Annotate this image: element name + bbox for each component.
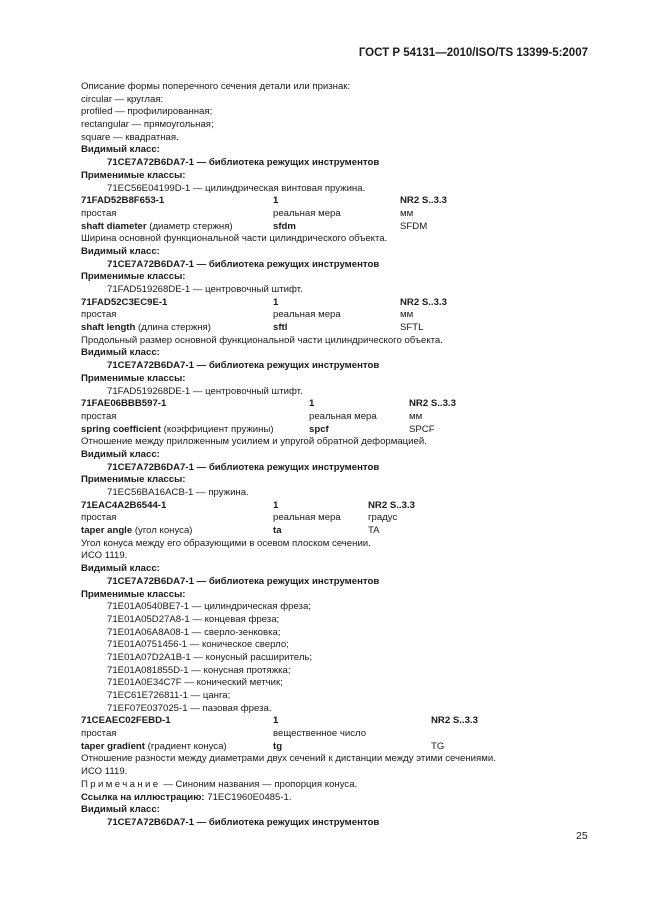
property-format: NR2 S..3.3: [409, 398, 456, 410]
applicable-class-item: 71EC56E04199D-1 — цилиндрическая винтовая пружина.: [107, 182, 366, 194]
property-format: NR2 S..3.3: [431, 715, 478, 727]
visible-class-value: 71CE7A72B6DA7-1 — библиотека режущих инструментов: [107, 157, 380, 169]
property-unit: градус: [368, 512, 398, 524]
property-short-name: spcf: [309, 423, 329, 435]
property-name-en: spring coefficient: [81, 423, 161, 435]
visible-class-value: 71CE7A72B6DA7-1 — библиотека режущих инструментов: [107, 461, 380, 473]
property-description: Отношение между приложенным усилием и упругой обратной деформацией.: [81, 436, 427, 448]
property-version: 1: [309, 398, 315, 410]
property-unit: мм: [400, 309, 414, 321]
property-kind: простая: [81, 309, 117, 321]
applicable-class-item: 71FAD519268DE-1 — центровочный штифт.: [107, 385, 303, 397]
property-name: [81, 221, 233, 234]
property-code: 71EAC4A2B6544-1: [81, 499, 167, 511]
visible-class-label: Видимый класс:: [81, 448, 160, 460]
property-type-row: [81, 512, 591, 525]
property-unit: мм: [409, 410, 423, 422]
property-format: NR2 S..3.3: [400, 195, 447, 207]
visible-class-label: Видимый класс:: [81, 144, 160, 156]
property-description: ИСО 1119.: [81, 550, 128, 562]
property-kind: простая: [81, 512, 117, 524]
property-name-ru: (коэффициент пружины): [160, 423, 274, 435]
applicable-class-item: 71E01A0E34C7F — конический метчик;: [107, 677, 283, 689]
visible-class-label: Видимый класс:: [81, 804, 160, 816]
property-name: [81, 322, 211, 335]
illustration-value: 71EC1960E0485-1.: [204, 791, 292, 803]
property-name-row: [81, 525, 591, 538]
visible-class-value: 71CE7A72B6DA7-1 — библиотека режущих инструментов: [107, 360, 380, 372]
property-version: 1: [273, 499, 279, 511]
applicable-class-item: 71EF07E037025-1 — пазовая фреза.: [107, 702, 272, 714]
property-name-row: [81, 741, 591, 754]
property-name: [81, 525, 192, 538]
intro-line: Описание формы поперечного сечения детали или признак:: [81, 81, 351, 92]
property-datatype: реальная мера: [273, 207, 341, 219]
property-name-en: shaft length: [81, 322, 136, 334]
visible-class-label: Видимый класс:: [81, 563, 160, 575]
intro-line: circular — круглая:: [81, 93, 164, 105]
page-number: 25: [576, 830, 588, 842]
property-format: NR2 S..3.3: [368, 499, 415, 511]
property-datatype: вещественное число: [273, 728, 367, 740]
property-description: ИСО 1119.: [81, 766, 128, 778]
applicable-classes-label: Применимые классы:: [81, 169, 186, 181]
property-short-name: sftl: [273, 322, 288, 334]
note: [81, 779, 591, 792]
intro-line: square — квадратная.: [81, 131, 179, 143]
property-symbol: SFDM: [400, 220, 428, 232]
property-name: [81, 741, 227, 754]
illustration-label: Ссылка на иллюстрацию:: [81, 791, 205, 803]
property-kind: простая: [81, 728, 117, 740]
property-type-row: [81, 208, 591, 221]
property-description: Отношение разности между диаметрами двух сечений к дистанции между этими сечениями.: [81, 753, 496, 765]
applicable-class-item: 71E01A0751456-1 — коническое сверло;: [107, 639, 289, 651]
property-short-name: ta: [273, 525, 282, 537]
note-text: — Синоним названия — пропорция конуса.: [160, 778, 358, 790]
visible-class-value: 71CE7A72B6DA7-1 — библиотека режущих инструментов: [107, 816, 380, 828]
applicable-class-item: 71EC61E726811-1 — цанга;: [107, 690, 231, 701]
property-code-row: [81, 500, 591, 513]
applicable-class-item: 71E01A081855D-1 — конусная протяжка;: [107, 664, 291, 676]
applicable-class-item: 71E01A07D2A1B-1 — конусный расширитель;: [107, 651, 313, 663]
property-blocks: [81, 183, 591, 779]
property-code-row: [81, 297, 591, 310]
applicable-classes-label: Применимые классы:: [81, 271, 186, 283]
property-symbol: SFTL: [400, 322, 424, 334]
visible-class-label: Видимый класс:: [81, 245, 160, 257]
property-name-en: shaft diameter: [81, 220, 147, 232]
property-code: 71FAD52B8F653-1: [81, 195, 165, 207]
property-name-en: taper gradient: [81, 740, 145, 752]
property-short-name: tg: [273, 740, 283, 752]
property-name-ru: (градиент конуса): [144, 740, 227, 752]
property-symbol: SPCF: [409, 423, 435, 435]
property-format: NR2 S..3.3: [400, 296, 447, 308]
property-datatype: реальная мера: [309, 410, 377, 422]
document-body: [81, 81, 591, 830]
property-datatype: реальная мера: [273, 309, 341, 321]
property-symbol: TG: [431, 740, 445, 752]
property-symbol: TA: [368, 525, 380, 537]
property-name-ru: (диаметр стержня): [146, 220, 233, 232]
applicable-class-item: 71E01A05D27A8-1 — концевая фреза;: [107, 613, 280, 625]
property-version: 1: [273, 195, 279, 207]
property-type-row: [81, 411, 591, 424]
property-kind: простая: [81, 410, 117, 422]
property-datatype: реальная мера: [273, 512, 341, 524]
note-label: Примечание: [81, 778, 161, 790]
property-type-row: [81, 309, 591, 322]
property-code-row: [81, 195, 591, 208]
property-code-row: [81, 715, 591, 728]
property-description: Угол конуса между его образующими в осевом плоском сечении.: [81, 537, 371, 549]
visible-class-value: 71CE7A72B6DA7-1 — библиотека режущих инструментов: [107, 575, 380, 587]
applicable-class-item: 71E01A0540BE7-1 — цилиндрическая фреза;: [107, 601, 311, 613]
property-description: Продольный размер основной функциональной части цилиндрического объекта.: [81, 334, 443, 346]
applicable-classes-label: Применимые классы:: [81, 372, 186, 384]
applicable-class-item: 71E01A06A8A08-1 — сверло-зенковка;: [107, 626, 281, 638]
visible-class-value: 71CE7A72B6DA7-1 — библиотека режущих инструментов: [107, 258, 380, 270]
property-name-row: [81, 322, 591, 335]
property-short-name: sfdm: [273, 220, 296, 232]
property-code: 71FAE06BBB597-1: [81, 398, 167, 410]
property-code: 71FAD52C3EC9E-1: [81, 296, 168, 308]
property-name-row: [81, 424, 591, 437]
applicable-class-item: 71EC56BA16ACB-1 — пружина.: [107, 487, 249, 498]
property-name-ru: (угол конуса): [132, 525, 193, 537]
property-name-row: [81, 221, 591, 234]
property-description: Ширина основной функциональной части цилиндрического объекта.: [81, 233, 388, 245]
property-version: 1: [273, 715, 279, 727]
property-name-ru: (длина стержня): [135, 322, 211, 334]
intro-line: rectangular — прямоугольная;: [81, 119, 214, 131]
property-type-row: [81, 728, 591, 741]
intro-line: profiled — профилированная;: [81, 106, 213, 118]
visible-class-label: Видимый класс:: [81, 347, 160, 359]
applicable-class-item: 71FAD519268DE-1 — центровочный штифт.: [107, 284, 303, 295]
property-kind: простая: [81, 207, 117, 219]
applicable-classes-label: Применимые классы:: [81, 474, 186, 486]
property-name: [81, 424, 274, 437]
property-code: 71CEAEC02FEBD-1: [81, 715, 171, 727]
property-code-row: [81, 398, 591, 411]
property-name-en: taper angle: [81, 525, 133, 537]
property-unit: мм: [400, 207, 414, 219]
page-header: ГОСТ Р 54131—2010/ISO/TS 13399-5:2007: [358, 47, 588, 59]
property-version: 1: [273, 296, 279, 308]
illustration-reference: [81, 792, 591, 805]
applicable-classes-label: Применимые классы:: [81, 588, 186, 600]
